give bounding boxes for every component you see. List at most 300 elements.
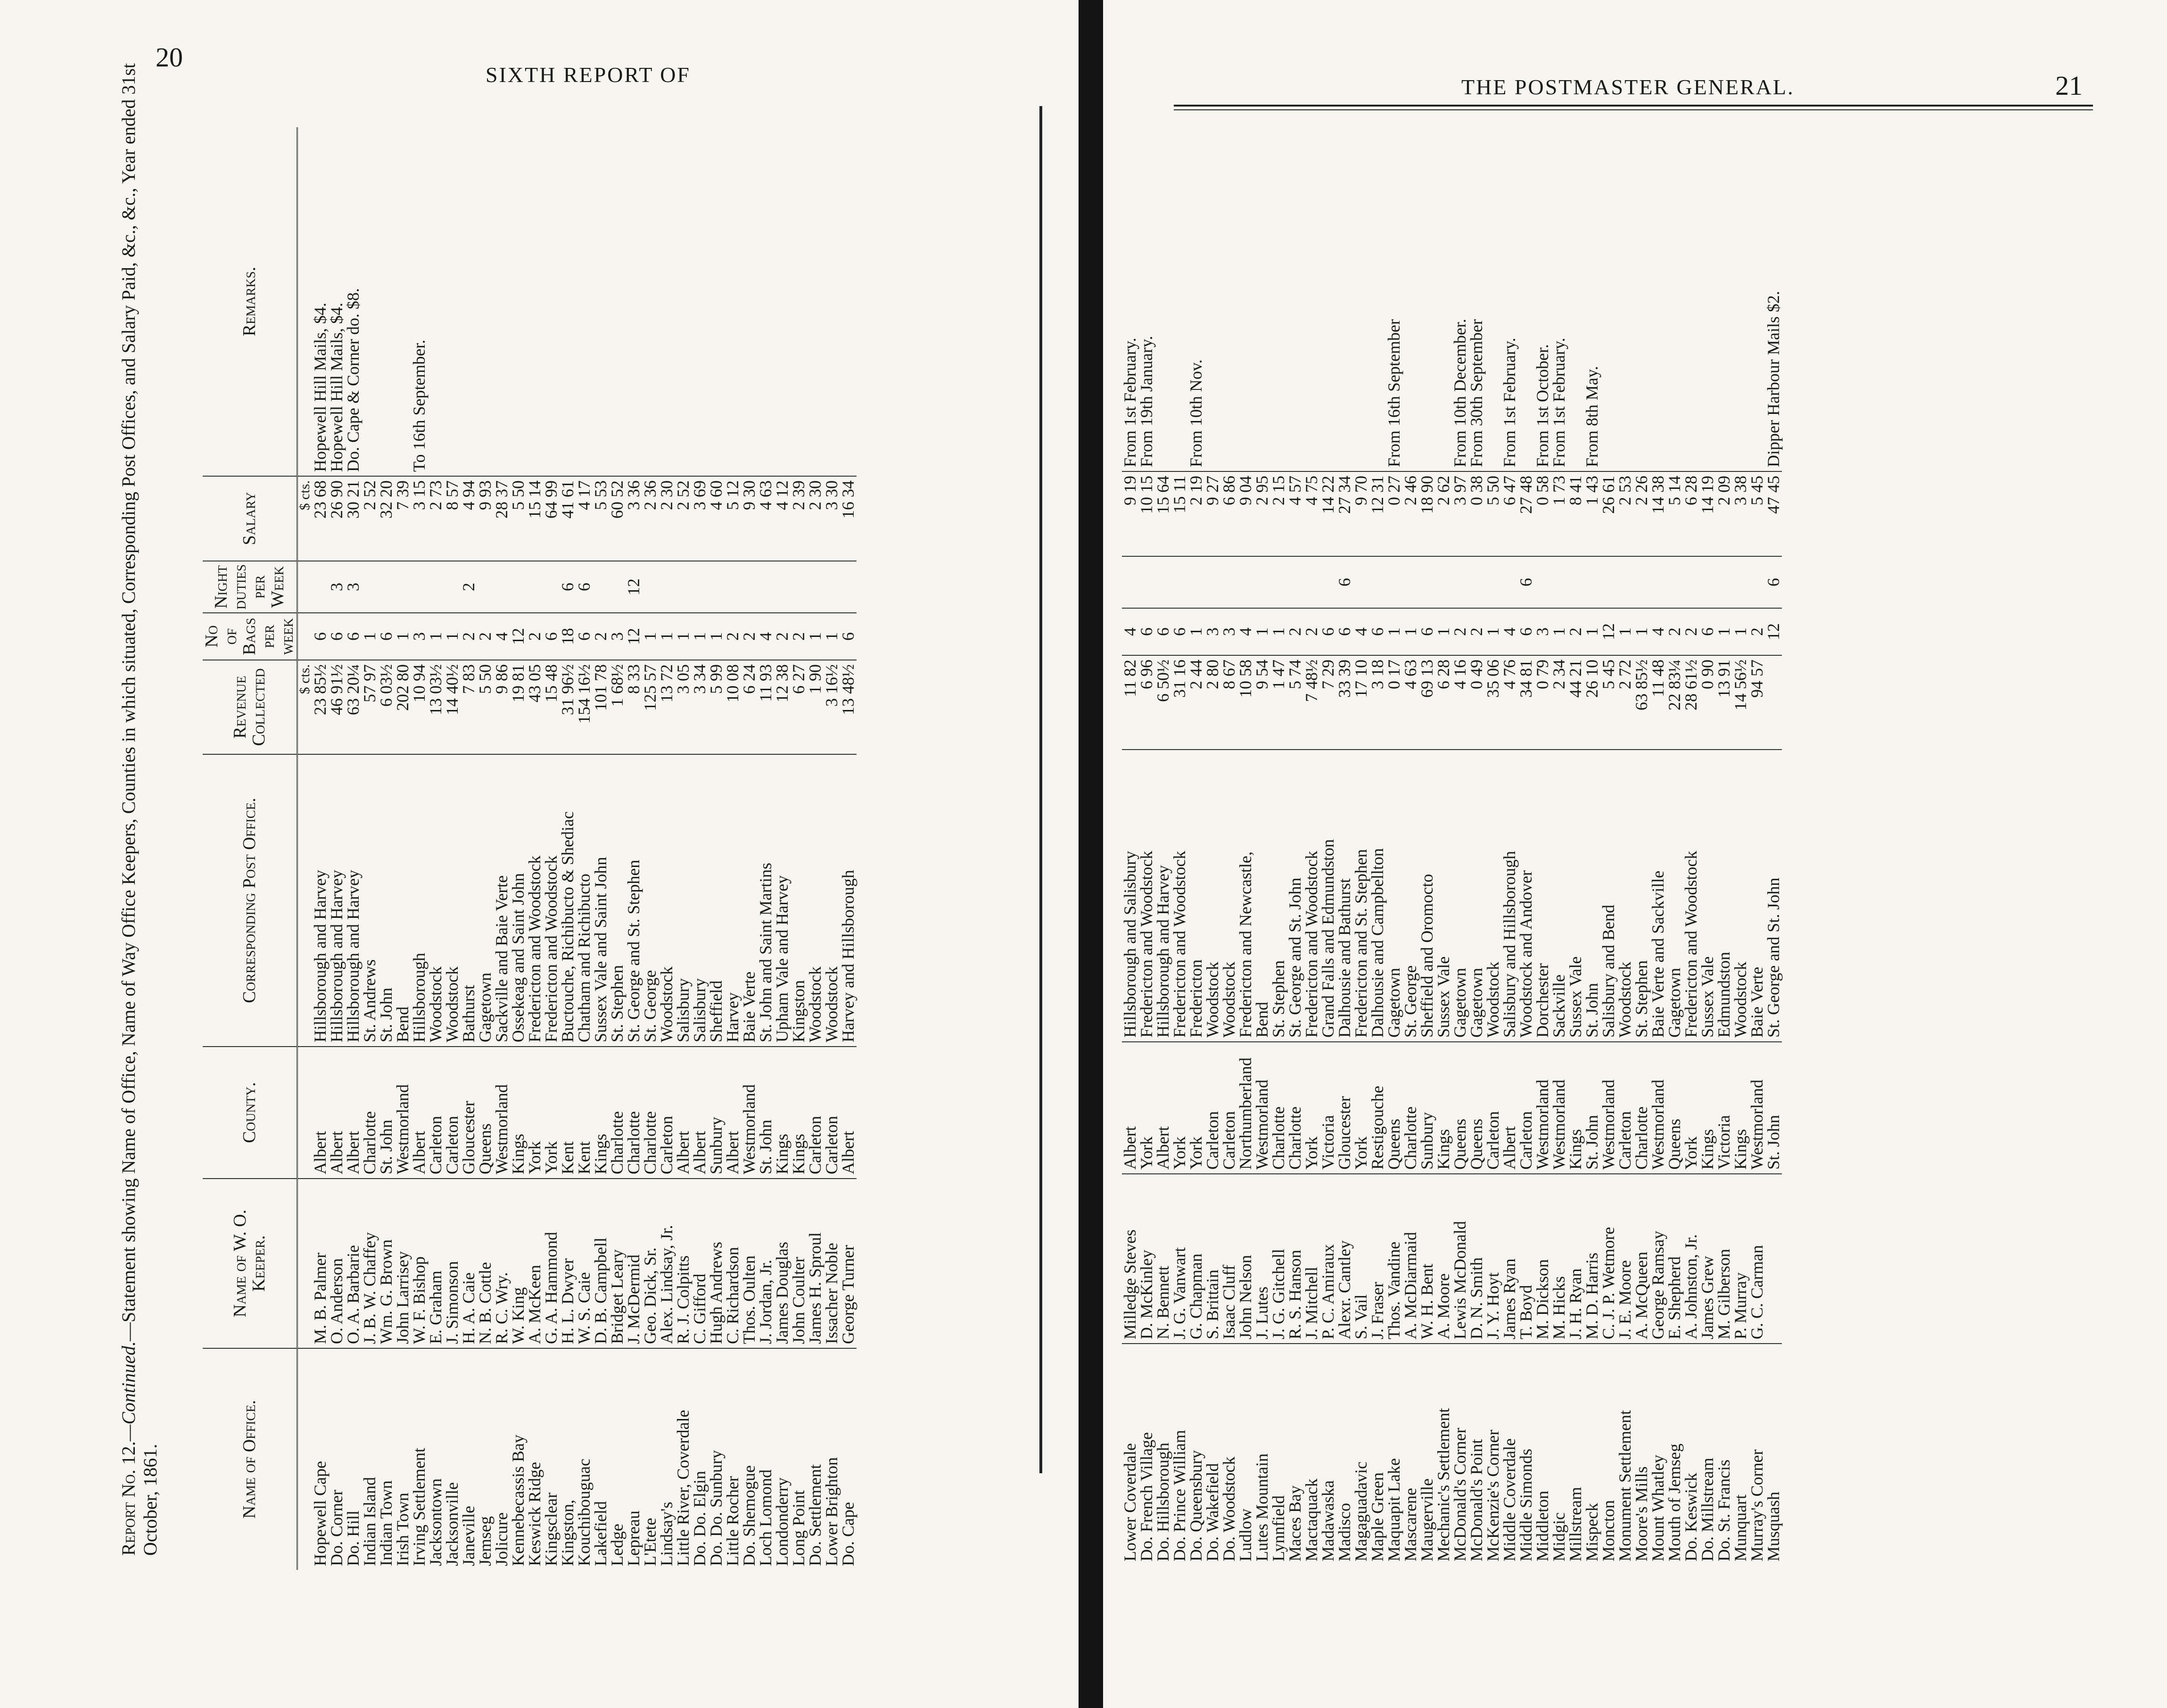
keeper-name-cell: Lewis McDonald (1452, 1174, 1468, 1344)
bags-cell: 1 (1716, 608, 1732, 655)
county-cell: Kent (560, 1047, 576, 1179)
rule-line (1174, 109, 2093, 110)
remarks-cell: From 30th September (1467, 319, 1486, 467)
office-name-cell: Irving Settlement (411, 1348, 428, 1570)
keeper-name-cell: R. C. Wry. (494, 1179, 510, 1348)
keeper-name-cell: J. H. Ryan (1567, 1174, 1584, 1344)
county-cell: Victoria (1320, 1042, 1336, 1174)
remarks-cell (609, 127, 626, 476)
salary-cell: 2 39 (791, 476, 807, 561)
county-cell: Sunbury (1419, 1042, 1435, 1174)
keeper-name-cell (1765, 1174, 1782, 1344)
table-row (1666, 123, 1683, 1565)
revenue-cell: 3 16½ (824, 660, 840, 754)
night-duties-cell (477, 561, 494, 613)
salary-cell: 3 30 (824, 476, 840, 561)
county-cell: Gloucester (461, 1047, 477, 1179)
night-duties-cell (527, 561, 543, 613)
office-name-cell: Middle Coverdale (1501, 1344, 1518, 1565)
night-duties-cell (1485, 556, 1501, 608)
night-duties-cell (675, 561, 692, 613)
revenue-cell: 4 16 (1452, 655, 1468, 750)
revenue-cell: 154 16½ (576, 660, 593, 754)
table-row (659, 127, 675, 1570)
night-duties-cell (725, 561, 741, 613)
county-cell: St. John (1765, 1042, 1782, 1174)
night-duties-cell (1551, 556, 1567, 608)
salary-cell: 1 73 (1551, 471, 1567, 556)
bags-cell: 6 (345, 613, 362, 660)
table-row (560, 127, 576, 1570)
salary-cell: 2 95 (1254, 471, 1270, 556)
night-duties-cell (1633, 556, 1650, 608)
county-cell: Albert (725, 1047, 741, 1179)
office-name-cell: Millstream (1567, 1344, 1584, 1565)
table-row (510, 127, 527, 1570)
table-row (1567, 123, 1584, 1565)
corresponding-office-cell: Gagetown (1386, 750, 1402, 1042)
table-row (345, 127, 362, 1570)
office-name-cell: Lower Brighton (824, 1348, 840, 1570)
revenue-cell: 43 05 (527, 660, 543, 754)
corresponding-office-cell: Fredericton and Newcastle, (1237, 750, 1254, 1042)
table-row (807, 127, 824, 1570)
county-cell: Westmorland (741, 1047, 758, 1179)
office-name-cell: Do. Hill (345, 1348, 362, 1570)
night-duties-cell (1320, 556, 1336, 608)
revenue-cell: 7 83 (461, 660, 477, 754)
corresponding-office-cell: Bend (395, 754, 411, 1047)
remarks-cell (642, 127, 659, 476)
night-duties-cell (1369, 556, 1386, 608)
salary-cell: 2 52 (675, 476, 692, 561)
salary-cell: 5 45 (1749, 471, 1765, 556)
remarks-cell (560, 127, 576, 476)
salary-cell: 9 93 (477, 476, 494, 561)
night-duties-cell (494, 561, 510, 613)
county-cell: Queens (1468, 1042, 1485, 1174)
table-row (1468, 123, 1485, 1565)
revenue-cell: 13 03½ (428, 660, 444, 754)
running-header: THE POSTMASTER GENERAL. (1461, 75, 1795, 99)
bags-cell: 2 (1749, 608, 1765, 655)
table-row (1435, 123, 1452, 1565)
county-cell: Kings (1567, 1042, 1584, 1174)
keeper-name-cell: George Turner (840, 1179, 857, 1348)
corresponding-office-cell: St. George and St. Stephen (626, 754, 642, 1047)
way-office-table-right (1122, 123, 1782, 1565)
county-cell: St. John (378, 1047, 395, 1179)
salary-cell: 7 39 (395, 476, 411, 561)
salary-cell: 5 50 (1485, 471, 1501, 556)
units-cell (297, 1179, 313, 1348)
night-duties-cell (1254, 556, 1270, 608)
remarks-cell (840, 127, 857, 476)
office-name-cell: Murray's Corner (1749, 1344, 1765, 1565)
office-name-cell: Kennebecassis Bay (510, 1348, 527, 1570)
corresponding-office-cell: Salisbury (692, 754, 708, 1047)
table-row (1270, 123, 1287, 1565)
salary-cell: 2 73 (428, 476, 444, 561)
bags-cell: 1 (1584, 608, 1600, 655)
corresponding-office-cell: St. George and St. John (1765, 750, 1782, 1042)
night-duties-cell (1419, 556, 1435, 608)
night-duties-cell (1353, 556, 1369, 608)
revenue-cell: 5 50 (477, 660, 494, 754)
salary-cell: 5 53 (593, 476, 609, 561)
keeper-name-cell: T. Boyd (1518, 1174, 1534, 1344)
bags-cell: 6 (1320, 608, 1336, 655)
keeper-name-cell: G. Chapman (1188, 1174, 1204, 1344)
night-duties-cell (1171, 556, 1188, 608)
corresponding-office-cell: Grand Falls and Edmundston (1320, 750, 1336, 1042)
keeper-name-cell: S. Brittain (1204, 1174, 1221, 1344)
keeper-name-cell: J. Lutes (1254, 1174, 1270, 1344)
table-row (312, 127, 329, 1570)
units-cell (297, 1348, 313, 1570)
remarks-cell (692, 127, 708, 476)
bags-cell: 1 (807, 613, 824, 660)
office-name-cell: Do. Millstream (1699, 1344, 1716, 1565)
county-cell: Albert (1122, 1042, 1138, 1174)
salary-cell: 6 86 (1221, 471, 1237, 556)
corresponding-office-cell: Fredericton and Woodstock (527, 754, 543, 1047)
salary-cell: 14 38 (1650, 471, 1666, 556)
bags-cell: 2 (461, 613, 477, 660)
table-row (1419, 123, 1435, 1565)
right-page (1103, 0, 2167, 1708)
table-row (329, 127, 345, 1570)
table-row (411, 127, 428, 1570)
keeper-name-cell: John Nelson (1237, 1174, 1254, 1344)
revenue-cell: 17 10 (1353, 655, 1369, 750)
corresponding-office-cell: Upham Vale and Harvey (774, 754, 791, 1047)
remarks-cell: From 1st February. (1549, 338, 1568, 467)
bags-cell: 1 (1551, 608, 1567, 655)
office-name-cell: Munquart (1732, 1344, 1749, 1565)
keeper-name-cell: M. B. Palmer (312, 1179, 329, 1348)
salary-cell: 18 90 (1419, 471, 1435, 556)
salary-cell: 2 26 (1633, 471, 1650, 556)
county-cell: Albert (411, 1047, 428, 1179)
county-cell: Carleton (428, 1047, 444, 1179)
office-name-cell: Do. Keswick (1683, 1344, 1699, 1565)
remarks-cell (659, 127, 675, 476)
salary-cell: 8 57 (444, 476, 461, 561)
night-duties-cell (1435, 556, 1452, 608)
table-row (1353, 123, 1369, 1565)
revenue-cell: 2 72 (1617, 655, 1633, 750)
keeper-name-cell: Geo. Dick, Sr. (642, 1179, 659, 1348)
office-name-cell: Do. St. Francis (1716, 1344, 1732, 1565)
night-duties-cell (1270, 556, 1287, 608)
office-name-cell: Midgic (1551, 1344, 1567, 1565)
remarks-cell: Dipper Harbour Mails $2. (1764, 291, 1783, 467)
night-duties-cell (1534, 556, 1551, 608)
bags-cell: 6 (1518, 608, 1534, 655)
table-row (791, 127, 807, 1570)
corresponding-office-cell: Baie Verte (1749, 750, 1765, 1042)
keeper-name-cell: Milledge Steves (1122, 1174, 1138, 1344)
salary-cell: 5 14 (1666, 471, 1683, 556)
keeper-name-cell: Hugh Andrews (708, 1179, 725, 1348)
continued-label: —Continued. (118, 1341, 139, 1442)
units-cell (297, 754, 313, 1047)
county-cell: York (1303, 1042, 1320, 1174)
corresponding-office-cell: Edmundston (1716, 750, 1732, 1042)
revenue-cell: 5 74 (1287, 655, 1303, 750)
salary-cell: 2 30 (807, 476, 824, 561)
office-name-cell: Keswick Ridge (527, 1348, 543, 1570)
units-cell (297, 561, 313, 613)
office-name-cell: Mouth of Jemseg (1666, 1344, 1683, 1565)
keeper-name-cell: O. Anderson (329, 1179, 345, 1348)
bags-cell: 1 (428, 613, 444, 660)
bags-cell: 1 (395, 613, 411, 660)
table-row (1765, 123, 1782, 1565)
night-duties-cell (741, 561, 758, 613)
keeper-name-cell: M. D. Harris (1584, 1174, 1600, 1344)
county-cell: St. John (1584, 1042, 1600, 1174)
remarks-cell: Hopewell Hill Mails, $4. (327, 303, 346, 472)
revenue-cell: 57 97 (362, 660, 378, 754)
night-duties-cell (1138, 556, 1155, 608)
bags-cell: 1 (1254, 608, 1270, 655)
remarks-cell: Do. Cape & Corner do. $8. (344, 288, 363, 472)
county-cell: York (1188, 1042, 1204, 1174)
salary-cell: 64 99 (543, 476, 560, 561)
salary-cell: 4 94 (461, 476, 477, 561)
remarks-cell: From 10th December. (1450, 319, 1469, 467)
bags-cell: 4 (1501, 608, 1518, 655)
office-name-cell: Janeville (461, 1348, 477, 1570)
revenue-cell: 31 16 (1171, 655, 1188, 750)
corresponding-office-cell: Sheffield (708, 754, 725, 1047)
night-duties-cell (791, 561, 807, 613)
office-name-cell: Little River, Coverdale (675, 1348, 692, 1570)
remarks-cell (378, 127, 395, 476)
column-header-corresponding-office: Corresponding Post Office. (203, 754, 297, 1047)
table-row (527, 127, 543, 1570)
keeper-name-cell: G. C. Carman (1749, 1174, 1765, 1344)
remarks-cell: From 1st October. (1533, 344, 1552, 467)
column-header-county: County. (203, 1047, 297, 1179)
remarks-cell: To 16th September. (410, 339, 429, 472)
corresponding-office-cell: St. Andrews (362, 754, 378, 1047)
keeper-name-cell: D. B. Campbell (593, 1179, 609, 1348)
keeper-name-cell: P. C. Amiraux (1320, 1174, 1336, 1344)
office-name-cell: Monument Settlement (1617, 1344, 1633, 1565)
office-name-cell: Jemseg (477, 1348, 494, 1570)
column-header-night-duties: Night duties per Week (203, 561, 297, 613)
revenue-cell: 6 27 (791, 660, 807, 754)
office-name-cell: Jacksonville (444, 1348, 461, 1570)
salary-cell: 9 30 (741, 476, 758, 561)
table-row (543, 127, 560, 1570)
bags-cell: 2 (593, 613, 609, 660)
remarks-cell (1485, 123, 1501, 471)
remarks-cell (1716, 123, 1732, 471)
table-row (1369, 123, 1386, 1565)
remarks-cell (461, 127, 477, 476)
county-cell: Carleton (1204, 1042, 1221, 1174)
bags-cell: 2 (791, 613, 807, 660)
bags-cell: 6 (1419, 608, 1435, 655)
keeper-name-cell: N. B. Cottle (477, 1179, 494, 1348)
office-name-cell: Madawaska (1320, 1344, 1336, 1565)
office-name-cell: Lakefield (593, 1348, 609, 1570)
corresponding-office-cell: Hillsborough and Salisbury (1122, 750, 1138, 1042)
remarks-cell (1617, 123, 1633, 471)
salary-cell: 15 14 (527, 476, 543, 561)
table-row (1320, 123, 1336, 1565)
revenue-cell: 6 03½ (378, 660, 395, 754)
revenue-cell: 2 44 (1188, 655, 1204, 750)
corresponding-office-cell: Gagetown (1452, 750, 1468, 1042)
left-table-wrapper (203, 127, 857, 1570)
night-duties-cell (1402, 556, 1419, 608)
county-cell: Albert (692, 1047, 708, 1179)
night-duties-cell (1716, 556, 1732, 608)
office-name-cell: McKenzie's Corner (1485, 1344, 1501, 1565)
night-duties-cell (642, 561, 659, 613)
county-cell: Kings (1732, 1042, 1749, 1174)
revenue-cell: 2 80 (1204, 655, 1221, 750)
county-cell: Kings (791, 1047, 807, 1179)
salary-cell: 32 20 (378, 476, 395, 561)
night-duties-cell (1600, 556, 1617, 608)
salary-cell: 15 64 (1155, 471, 1171, 556)
table-row (1501, 123, 1518, 1565)
corresponding-office-cell: Dalhousie and Campbellton (1369, 750, 1386, 1042)
bags-cell: 1 (1188, 608, 1204, 655)
night-duties-cell (395, 561, 411, 613)
bags-cell: 4 (1122, 608, 1138, 655)
remarks-cell (1254, 123, 1270, 471)
corresponding-office-cell: Woodstock (1221, 750, 1237, 1042)
salary-cell: 5 12 (725, 476, 741, 561)
corresponding-office-cell: St. John (378, 754, 395, 1047)
office-name-cell: L'Etete (642, 1348, 659, 1570)
office-name-cell: Kingston, (560, 1348, 576, 1570)
keeper-name-cell: J. Simonson (444, 1179, 461, 1348)
keeper-name-cell: Issacher Noble (824, 1179, 840, 1348)
night-duties-cell (1452, 556, 1468, 608)
county-cell: Carleton (659, 1047, 675, 1179)
remarks-cell (593, 127, 609, 476)
night-duties-cell (807, 561, 824, 613)
salary-cell: 2 09 (1716, 471, 1732, 556)
salary-cell: 47 45 (1765, 471, 1782, 556)
office-name-cell: Mechanic's Settlement (1435, 1344, 1452, 1565)
salary-cell: 41 61 (560, 476, 576, 561)
remarks-cell: Hopewell Hill Mails, $4. (311, 303, 330, 472)
office-name-cell: Loch Lomond (758, 1348, 774, 1570)
bags-cell: 6 (1155, 608, 1171, 655)
bags-cell: 2 (1303, 608, 1320, 655)
county-cell: Kings (1435, 1042, 1452, 1174)
remarks-cell (1633, 123, 1650, 471)
remarks-cell (1336, 123, 1353, 471)
keeper-name-cell: J. Mitchell (1303, 1174, 1320, 1344)
corresponding-office-cell: Bend (1254, 750, 1270, 1042)
corresponding-office-cell: Dorchester (1534, 750, 1551, 1042)
county-cell: Westmorland (494, 1047, 510, 1179)
right-table-wrapper (1122, 123, 1782, 1565)
remarks-cell (1567, 123, 1584, 471)
revenue-cell: 3 18 (1369, 655, 1386, 750)
remarks-cell (824, 127, 840, 476)
salary-cell: 2 15 (1270, 471, 1287, 556)
remarks-cell (1435, 123, 1452, 471)
county-cell: Kent (576, 1047, 593, 1179)
revenue-cell: 31 96½ (560, 660, 576, 754)
county-cell: Queens (477, 1047, 494, 1179)
bags-cell: 4 (494, 613, 510, 660)
corresponding-office-cell: Sussex Vale (1435, 750, 1452, 1042)
corresponding-office-cell: Salisbury (675, 754, 692, 1047)
county-cell: Albert (1501, 1042, 1518, 1174)
revenue-cell: 125 57 (642, 660, 659, 754)
revenue-cell (1765, 655, 1782, 750)
keeper-name-cell: H. A. Caie (461, 1179, 477, 1348)
corresponding-office-cell: St. George (1402, 750, 1419, 1042)
table-row (477, 127, 494, 1570)
corresponding-office-cell: Baie Verte and Sackville (1650, 750, 1666, 1042)
table-row (1732, 123, 1749, 1565)
bags-cell: 6 (840, 613, 857, 660)
night-duties-cell: 6 (576, 561, 593, 613)
corresponding-office-cell: Woodstock (1617, 750, 1633, 1042)
keeper-name-cell: O. A. Barbarie (345, 1179, 362, 1348)
night-duties-cell: 6 (560, 561, 576, 613)
revenue-cell: 3 34 (692, 660, 708, 754)
revenue-cell: 5 99 (708, 660, 725, 754)
salary-cell: 0 38 (1468, 471, 1485, 556)
remarks-cell (708, 127, 725, 476)
salary-cell: 4 60 (708, 476, 725, 561)
county-cell: Charlotte (609, 1047, 626, 1179)
office-name-cell: Maces Bay (1287, 1344, 1303, 1565)
column-header-office-name: Name of Office. (203, 1348, 297, 1570)
corresponding-office-cell: Salisbury and Hillsborough (1501, 750, 1518, 1042)
table-caption (118, 0, 161, 1556)
remarks-cell (527, 127, 543, 476)
office-name-cell: Hopewell Cape (312, 1348, 329, 1570)
table-row (774, 127, 791, 1570)
office-name-cell: Moncton (1600, 1344, 1617, 1565)
bags-cell: 12 (626, 613, 642, 660)
office-name-cell: Do. Queensbury (1188, 1344, 1204, 1565)
corresponding-office-cell: Hillsborough and Harvey (329, 754, 345, 1047)
table-row (741, 127, 758, 1570)
bags-cell: 1 (708, 613, 725, 660)
revenue-cell: 10 58 (1237, 655, 1254, 750)
revenue-cell: 10 94 (411, 660, 428, 754)
remarks-cell (1287, 123, 1303, 471)
table-row (494, 127, 510, 1570)
office-name-cell: Londonderry (774, 1348, 791, 1570)
revenue-cell: 10 08 (725, 660, 741, 754)
office-name-cell: Mispeck (1584, 1344, 1600, 1565)
keeper-name-cell: A. Johnston, Jr. (1683, 1174, 1699, 1344)
salary-cell: 9 70 (1353, 471, 1369, 556)
county-cell: York (527, 1047, 543, 1179)
night-duties-cell (1650, 556, 1666, 608)
page-number: 21 (2055, 70, 2083, 101)
night-duties-cell (1501, 556, 1518, 608)
bags-cell: 2 (527, 613, 543, 660)
